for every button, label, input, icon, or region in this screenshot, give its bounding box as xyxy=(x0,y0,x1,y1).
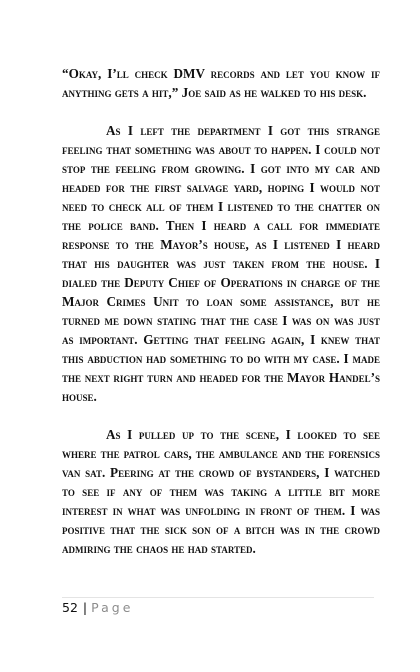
paragraph-leaving-department: As I left the department I got this strange feeling that something was about to happen. I could not stop the feeling from growing. I got into my car and headed for the first salvage yard, hoping I would not need to check all of them I listened to the chatter on the police band. Then I heard a call for immediate response to the Mayor’s house, as I listened I heard that his daughter was just taken from the house. I dialed the Deputy Chief of Operations in charge of the Major Crimes Unit to loan some assistance, but he turned me down stating that the case I was on was just as important. Getting that feeling again, I knew that this abduction had something to do with my case. I made the next right turn and headed for the Mayor Handel’s house. xyxy=(62,123,380,404)
page-number: 52 xyxy=(62,600,78,615)
footer-separator: | xyxy=(82,600,88,615)
page-label: Page xyxy=(91,600,134,615)
footer-divider xyxy=(62,597,374,598)
paragraph-dialogue: “Okay, I’ll check DMV records and let you know if anything gets a hit,” Joe said as he walked to his desk. xyxy=(62,66,380,100)
paragraph-arriving-scene: As I pulled up to the scene, I looked to see where the patrol cars, the ambulance and the forensics van sat. Peering at the crowd of bystanders, I watched to see if any of them was taking a little bit more interest in what was unfolding in front of them. I was positive that the sick son of a bitch was in the crowd admiring the chaos he had started. xyxy=(62,427,380,556)
body-text xyxy=(62,64,380,577)
page-footer xyxy=(62,600,133,616)
